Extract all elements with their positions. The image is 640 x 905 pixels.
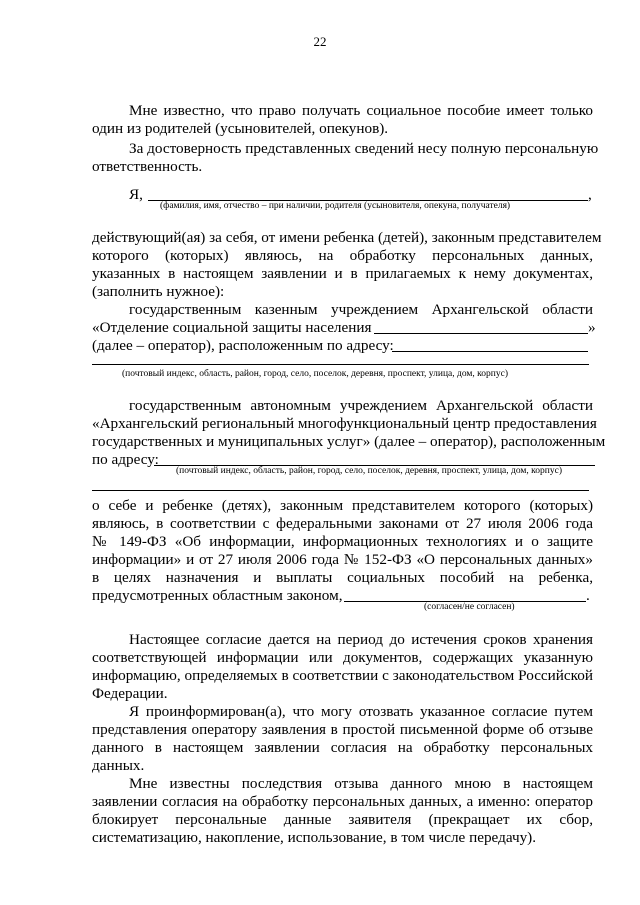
acting-line2: которого (которых) являюсь, на обработку персональных данных, xyxy=(92,247,593,264)
para-one-parent-line1: Мне известно, что право получать социальное пособие имеет только xyxy=(129,102,593,119)
revoke-line4: данных. xyxy=(92,757,145,774)
period-line3: информацию, определяемых в соответствии с законодательством Российской xyxy=(92,667,593,684)
period-line4: Федерации. xyxy=(92,685,168,702)
about-line6: предусмотренных областным законом, xyxy=(92,587,343,604)
operator2-address-field-line2[interactable] xyxy=(92,490,589,491)
acting-line4: (заполнить нужное): xyxy=(92,283,225,300)
operator2-line2: «Архангельский региональный многофункциональный центр предоставления xyxy=(92,415,597,432)
consequence-line3: блокирует персональные данные заявителя (прекращает их сбор, xyxy=(92,811,593,828)
operator1-line2: «Отделение социальной защиты населения xyxy=(92,319,372,336)
revoke-line1: Я проинформирован(а), что могу отозвать указанное согласие путем xyxy=(129,703,593,720)
acting-line1: действующий(ая) за себя, от имени ребенка (детей), законным представителем xyxy=(92,229,602,246)
operator2-address-caption: (почтовый индекс, область, район, город, село, поселок, деревня, проспект, улица, дом, корпус) xyxy=(176,466,563,476)
revoke-line2: представления оператору заявления в простой письменной форме об отзыве xyxy=(92,721,593,738)
operator1-line2-quote: » xyxy=(588,319,596,336)
period-line2: соответствующей информации или документов, содержащих указанную xyxy=(92,649,593,666)
period-line1: Настоящее согласие дается на период до истечения сроков хранения xyxy=(129,631,593,648)
ya-label: Я, xyxy=(129,186,143,203)
operator1-address-field-line2[interactable] xyxy=(92,364,589,365)
consequence-line4: систематизацию, накопление, использование, в том числе передачу). xyxy=(92,829,537,846)
operator1-address-caption: (почтовый индекс, область, район, город, село, поселок, деревня, проспект, улица, дом, корпус) xyxy=(122,369,509,379)
operator1-line3: (далее – оператор), расположенным по адресу: xyxy=(92,337,394,354)
about-line4: информации» и от 27 июля 2006 года № 152-ФЗ «О персональных данных» xyxy=(92,551,593,568)
revoke-line3: данного в настоящем заявлении согласия на обработку персональных xyxy=(92,739,593,756)
about-line1: о себе и ребенке (детях), законным представителем которого (которых) xyxy=(92,497,593,514)
operator1-line1: государственным казенным учреждением Архангельской области xyxy=(129,301,593,318)
consequence-line2: заявлении согласия на обработку персональных данных, а именно: оператор xyxy=(92,793,593,810)
operator1-address-field-line[interactable] xyxy=(392,351,588,352)
ya-comma: , xyxy=(588,186,592,203)
para-responsibility-line2: ответственность. xyxy=(92,158,203,175)
consequence-line1: Мне известны последствия отзыва данного мною в настоящем xyxy=(129,775,593,792)
fio-caption: (фамилия, имя, отчество – при наличии, родителя (усыновителя, опекуна, получателя) xyxy=(160,201,511,211)
about-line6-period: . xyxy=(586,587,590,604)
acting-line3: указанных в настоящем заявлении и в прилагаемых к нему документах, xyxy=(92,265,593,282)
operator2-line3: государственных и муниципальных услуг» (далее – оператор), расположенным xyxy=(92,433,606,450)
para-responsibility-line1: За достоверность представленных сведений несу полную персональную xyxy=(129,140,599,157)
para-one-parent-line2: один из родителей (усыновителей, опекунов). xyxy=(92,120,389,137)
operator2-line1: государственным автономным учреждением Архангельской области xyxy=(129,397,593,414)
about-line3: № 149-ФЗ «Об информации, информационных технологиях и о защите xyxy=(92,533,593,550)
about-line5: в целях назначения и выплаты социальных пособий на ребенка, xyxy=(92,569,593,586)
department-field-line[interactable] xyxy=(374,333,588,334)
page-number: 22 xyxy=(313,34,327,49)
operator2-address-label: по адресу: xyxy=(92,451,159,468)
consent-caption: (согласен/не согласен) xyxy=(424,602,515,612)
about-line2: являюсь, в соответствии с федеральными законами от 27 июля 2006 года xyxy=(92,515,593,532)
